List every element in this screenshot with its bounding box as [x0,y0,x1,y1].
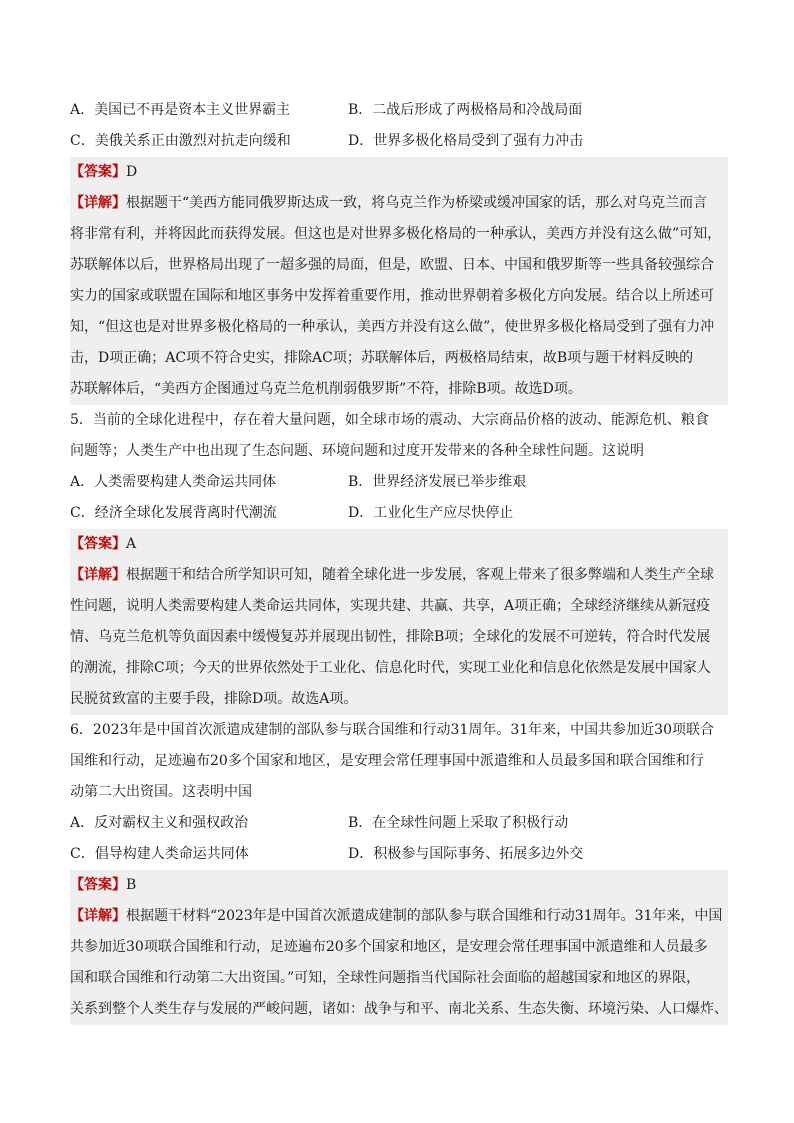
q6-stem-line-3: 动第二大出资国。这表明中国 [70,784,252,800]
document-page [70,95,728,1025]
q4-explain-line-3: 苏联解体以后，世界格局出现了一超多强的局面，但是，欧盟、日本、中国和俄罗斯等一些具备较强综合 [70,250,728,281]
q5-explain-line-3: 情、乌克兰危机等负面因素中缓慢复苏并展现出韧性，排除B项；全球化的发展不可逆转，符合时代发展 [70,622,728,653]
explain-text: 根据题干材料“2023年是中国首次派遣成建制的部队参与联合国维和行动31周年。31年来，中国 [126,908,723,924]
q4-option-a[interactable]: A．美国已不再是资本主义世界霸主 [70,102,291,118]
answer-tag: 【答案】 [70,877,126,893]
q4-option-c[interactable]: C．美俄关系正由激烈对抗走向缓和 [70,133,291,149]
q6-options-row-1 [70,808,728,839]
q6-stem-line-2: 国维和行动，足迹遍布20多个国家和地区，是安理会常任理事国中派遣维和人员最多国和联合国维和行 [70,753,704,769]
q4-explain-line-5: 知，“但这也是对世界多极化格局的一种承认，美西方并没有这么做”，使世界多极化格局受到了强有力冲 [70,312,728,343]
q4-explain-line-7: 苏联解体后，“美西方企图通过乌克兰危机削弱俄罗斯”不符，排除B项。故选D项。 [70,374,728,405]
q6-option-b[interactable]: B．在全球性问题上采取了积极行动 [348,815,569,831]
answer-value: A [126,536,137,552]
answer-value: D [126,164,138,180]
q6-option-a[interactable]: A．反对霸权主义和强权政治 [70,815,249,831]
explain-tag: 【详解】 [70,195,126,211]
q4-answer [70,157,728,188]
q6-explain-line-3: 国和联合国维和行动第二大出资国。”可知，全球性问题指当代国际社会面临的超越国家和地区的界限， [70,963,728,994]
answer-tag: 【答案】 [70,164,126,180]
q5-answer [70,529,728,560]
explain-text: 根据题干和结合所学知识可知，随着全球化进一步发展，客观上带来了很多弊端和人类生产全球 [126,567,714,583]
q5-explain-line-1 [70,560,728,591]
answer-tag: 【答案】 [70,536,126,552]
q4-option-d[interactable]: D．世界多极化格局受到了强有力冲击 [348,133,584,149]
q4-options-row-2 [70,126,728,157]
q5-stem-line-2: 问题等；人类生产中也出现了生态问题、环境问题和过度开发带来的各种全球性问题。这说明 [70,443,644,459]
q4-option-b[interactable]: B．二战后形成了两极格局和冷战局面 [348,102,583,118]
explain-tag: 【详解】 [70,567,126,583]
q5-option-d[interactable]: D．工业化生产应尽快停止 [348,505,514,521]
q5-stem-line-1: 5．当前的全球化进程中，存在着大量问题，如全球市场的震动、大宗商品价格的波动、能源危机、粮食 [70,412,709,428]
explain-text: 根据题干“美西方能同俄罗斯达成一致，将乌克兰作为桥梁或缓冲国家的话，那么对乌克兰而言 [126,195,708,211]
q5-explain-line-2: 性问题，说明人类需要构建人类命运共同体，实现共建、共赢、共享，A项正确；全球经济继续从新冠疫 [70,591,728,622]
q5-option-c[interactable]: C．经济全球化发展背离时代潮流 [70,505,277,521]
q5-options-row-1 [70,467,728,498]
q6-answer [70,870,728,901]
q5-explain-line-5: 民脱贫致富的主要手段，排除D项。故选A项。 [70,684,728,715]
q6-options-row-2 [70,839,728,870]
explain-tag: 【详解】 [70,908,126,924]
q6-option-c[interactable]: C．倡导构建人类命运共同体 [70,846,249,862]
q4-explain-line-2: 将非常有利，并将因此而获得发展。但这也是对世界多极化格局的一种承认，美西方并没有这么做”可知， [70,219,728,250]
q6-stem-line-1: 6．2023年是中国首次派遣成建制的部队参与联合国维和行动31周年。31年来，中国共参加近30项联合 [70,722,714,738]
q5-explain-line-4: 的潮流，排除C项；今天的世界依然处于工业化、信息化时代，实现工业化和信息化依然是发展中国家人 [70,653,728,684]
q5-option-a[interactable]: A．人类需要构建人类命运共同体 [70,474,277,490]
q5-option-b[interactable]: B．世界经济发展已举步维艰 [348,474,527,490]
q4-explain-line-1 [70,188,728,219]
q6-explain-line-4: 关系到整个人类生存与发展的严峻问题，诸如：战争与和平、南北关系、生态失衡、环境污染、人口爆炸、 [70,994,728,1025]
answer-value: B [126,877,137,893]
q4-explain-line-6: 击，D项正确；AC项不符合史实，排除AC项；苏联解体后，两极格局结束，故B项与题干材料反映的 [70,343,728,374]
q6-explain-line-2: 共参加近30项联合国维和行动，足迹遍布20多个国家和地区，是安理会常任理事国中派遣维和人员最多 [70,932,728,963]
q5-options-row-2 [70,498,728,529]
q6-explain-line-1 [70,901,728,932]
q4-options-row-1 [70,95,728,126]
q6-option-d[interactable]: D．积极参与国际事务、拓展多边外交 [348,846,584,862]
q4-explain-line-4: 实力的国家或联盟在国际和地区事务中发挥着重要作用，推动世界朝着多极化方向发展。结合以上所述可 [70,281,728,312]
